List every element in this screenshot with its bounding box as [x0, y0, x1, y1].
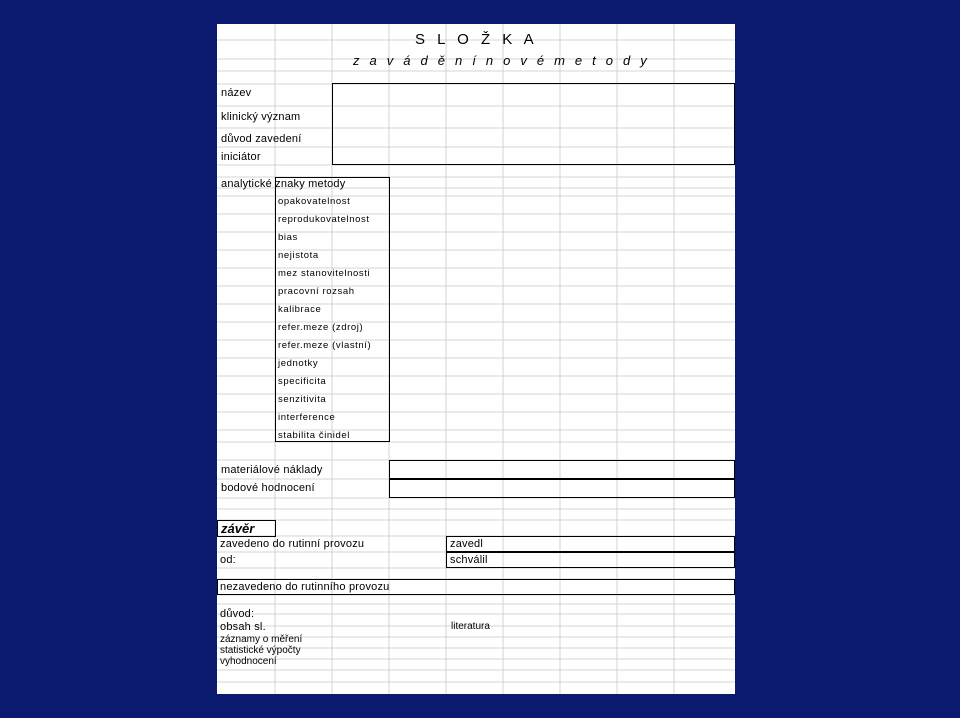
- points-field[interactable]: [389, 479, 735, 498]
- field-label-reason: důvod zavedení: [221, 133, 302, 145]
- page-title: S L O Ž K A: [415, 31, 538, 48]
- field-label-name: název: [221, 87, 252, 99]
- material-costs-label: materiálové náklady: [221, 464, 323, 476]
- analytic-traits-heading: analytické znaky metody: [221, 178, 346, 190]
- introduced-label: zavedeno do rutinní provozu: [220, 538, 365, 550]
- attachment-statistical-calculations: statistické výpočty: [220, 645, 301, 656]
- analytic-trait-item: interference: [278, 412, 336, 423]
- analytic-trait-item: refer.meze (zdroj): [278, 322, 364, 333]
- attachment-contents: obsah sl.: [220, 621, 266, 633]
- reason-label: důvod:: [220, 608, 255, 620]
- analytic-trait-item: nejistota: [278, 250, 319, 261]
- page-subtitle: z a v á d ě n í n o v é m e t o d y: [353, 53, 650, 68]
- analytic-trait-item: bias: [278, 232, 298, 243]
- field-label-initiator: iniciátor: [221, 151, 261, 163]
- form-sheet: [217, 24, 735, 694]
- analytic-trait-item: kalibrace: [278, 304, 322, 315]
- approved-by-field[interactable]: [446, 552, 735, 568]
- introduced-by-field[interactable]: [446, 536, 735, 552]
- introduced-by-label: zavedl: [450, 538, 483, 550]
- attachment-measurement-records: záznamy o měření: [220, 634, 303, 645]
- analytic-trait-item: stabilita činidel: [278, 430, 350, 441]
- conclusion-heading: závěr: [221, 521, 255, 536]
- material-costs-field[interactable]: [389, 460, 735, 479]
- approved-by-label: schválil: [450, 554, 488, 566]
- analytic-trait-item: refer.meze (vlastní): [278, 340, 372, 351]
- literature-label: literatura: [451, 621, 490, 632]
- from-date-label: od:: [220, 554, 236, 566]
- attachment-evaluation: vyhodnocení: [220, 656, 277, 667]
- analytic-trait-item: specificita: [278, 376, 327, 387]
- analytic-trait-item: senzitivita: [278, 394, 327, 405]
- analytic-trait-item: pracovní rozsah: [278, 286, 355, 297]
- not-introduced-label: nezavedeno do rutinního provozu: [220, 581, 390, 593]
- analytic-trait-item: opakovatelnost: [278, 196, 351, 207]
- analytic-trait-item: reprodukovatelnost: [278, 214, 370, 225]
- analytic-trait-item: jednotky: [278, 358, 319, 369]
- general-info-box[interactable]: [332, 83, 735, 165]
- points-label: bodové hodnocení: [221, 482, 315, 494]
- field-label-clinical-significance: klinický význam: [221, 111, 301, 123]
- analytic-trait-item: mez stanovitelnosti: [278, 268, 371, 279]
